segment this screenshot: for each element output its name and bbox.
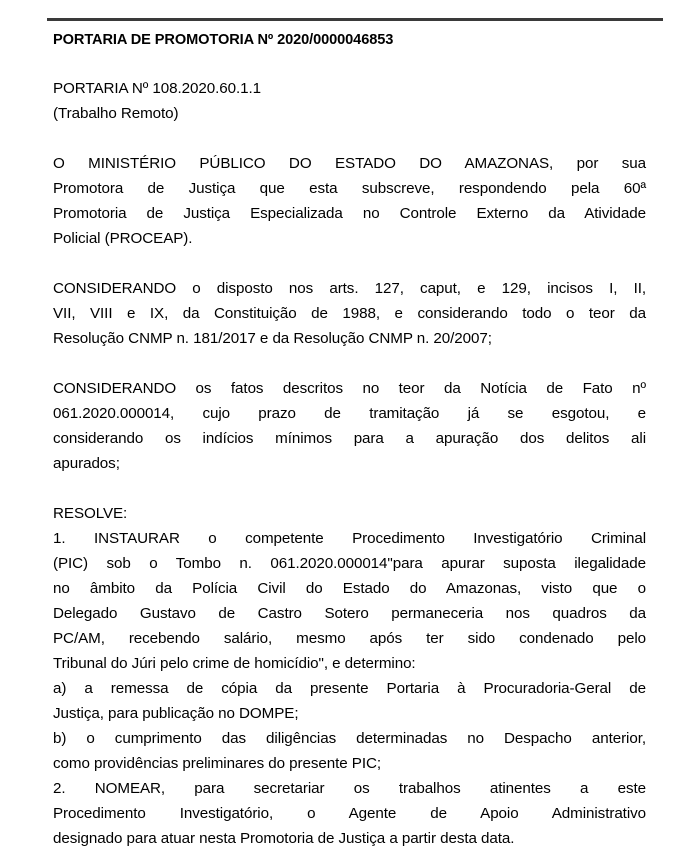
paragraph-line: a) a remessa de cópia da presente Portaria à Procuradoria-Geral de — [53, 680, 646, 697]
paragraph-line: Promotora de Justiça que esta subscreve, respondendo pela 60ª — [53, 180, 646, 197]
paragraph-line: apurados; — [53, 455, 120, 472]
paragraph-intro — [53, 151, 646, 251]
paragraph-considerando-2 — [53, 376, 646, 476]
paragraph-line: CONSIDERANDO o disposto nos arts. 127, caput, e 129, incisos I, II, — [53, 280, 646, 297]
paragraph-line: Delegado Gustavo de Castro Sotero permaneceria nos quadros da — [53, 605, 646, 622]
resolve-subitem-a — [53, 676, 646, 726]
resolve-heading — [53, 501, 646, 526]
paragraph-line: como providências preliminares do presente PIC; — [53, 755, 381, 772]
paragraph-line: Resolução CNMP n. 181/2017 e da Resolução CNMP n. 20/2007; — [53, 330, 492, 347]
spacer-before-considerando-2 — [53, 351, 646, 376]
paragraph-line: 061.2020.000014, cujo prazo de tramitação já se esgotou, e — [53, 405, 646, 422]
paragraph-line: Tribunal do Júri pelo crime de homicídio", e determino: — [53, 655, 416, 672]
resolve-heading-text: RESOLVE: — [53, 505, 128, 522]
paragraph-considerando-1 — [53, 276, 646, 351]
resolve-subitem-b — [53, 726, 646, 776]
paragraph-line: (PIC) sob o Tombo n. 061.2020.000014"para apurar suposta ilegalidade — [53, 555, 646, 572]
paragraph-line: CONSIDERANDO os fatos descritos no teor da Notícia de Fato nº — [53, 380, 646, 397]
portaria-number-block — [53, 76, 646, 126]
spacer-before-considerando-1 — [53, 251, 646, 276]
paragraph-line: designado para atuar nesta Promotoria de Justiça a partir desta data. — [53, 830, 515, 847]
page-title: PORTARIA DE PROMOTORIA Nº 2020/0000046853 — [53, 32, 394, 48]
document-content — [53, 30, 646, 851]
header-divider-rule — [47, 18, 663, 21]
paragraph-line: considerando os indícios mínimos para a apuração dos delitos ali — [53, 430, 646, 447]
resolve-item-1 — [53, 526, 646, 676]
portaria-mode-line: (Trabalho Remoto) — [53, 105, 179, 122]
paragraph-line: 2. NOMEAR, para secretariar os trabalhos atinentes a este — [53, 780, 646, 797]
paragraph-line: O MINISTÉRIO PÚBLICO DO ESTADO DO AMAZONAS, por sua — [53, 155, 646, 172]
paragraph-line: no âmbito da Polícia Civil do Estado do Amazonas, visto que o — [53, 580, 646, 597]
spacer-before-resolve — [53, 476, 646, 501]
portaria-number-line: PORTARIA Nº 108.2020.60.1.1 — [53, 80, 261, 97]
paragraph-line: VII, VIII e IX, da Constituição de 1988, e considerando todo o teor da — [53, 305, 646, 322]
paragraph-line: Justiça, para publicação no DOMPE; — [53, 705, 299, 722]
spacer-before-intro — [53, 126, 646, 151]
paragraph-line: 1. INSTAURAR o competente Procedimento Investigatório Criminal — [53, 530, 646, 547]
paragraph-line: b) o cumprimento das diligências determinadas no Despacho anterior, — [53, 730, 646, 747]
paragraph-line: Procedimento Investigatório, o Agente de Apoio Administrativo — [53, 805, 646, 822]
resolve-item-2 — [53, 776, 646, 851]
paragraph-line: Promotoria de Justiça Especializada no Controle Externo da Atividade — [53, 205, 646, 222]
paragraph-line: PC/AM, recebendo salário, mesmo após ter sido condenado pelo — [53, 630, 646, 647]
paragraph-line: Policial (PROCEAP). — [53, 230, 193, 247]
spacer-after-title — [53, 50, 646, 76]
